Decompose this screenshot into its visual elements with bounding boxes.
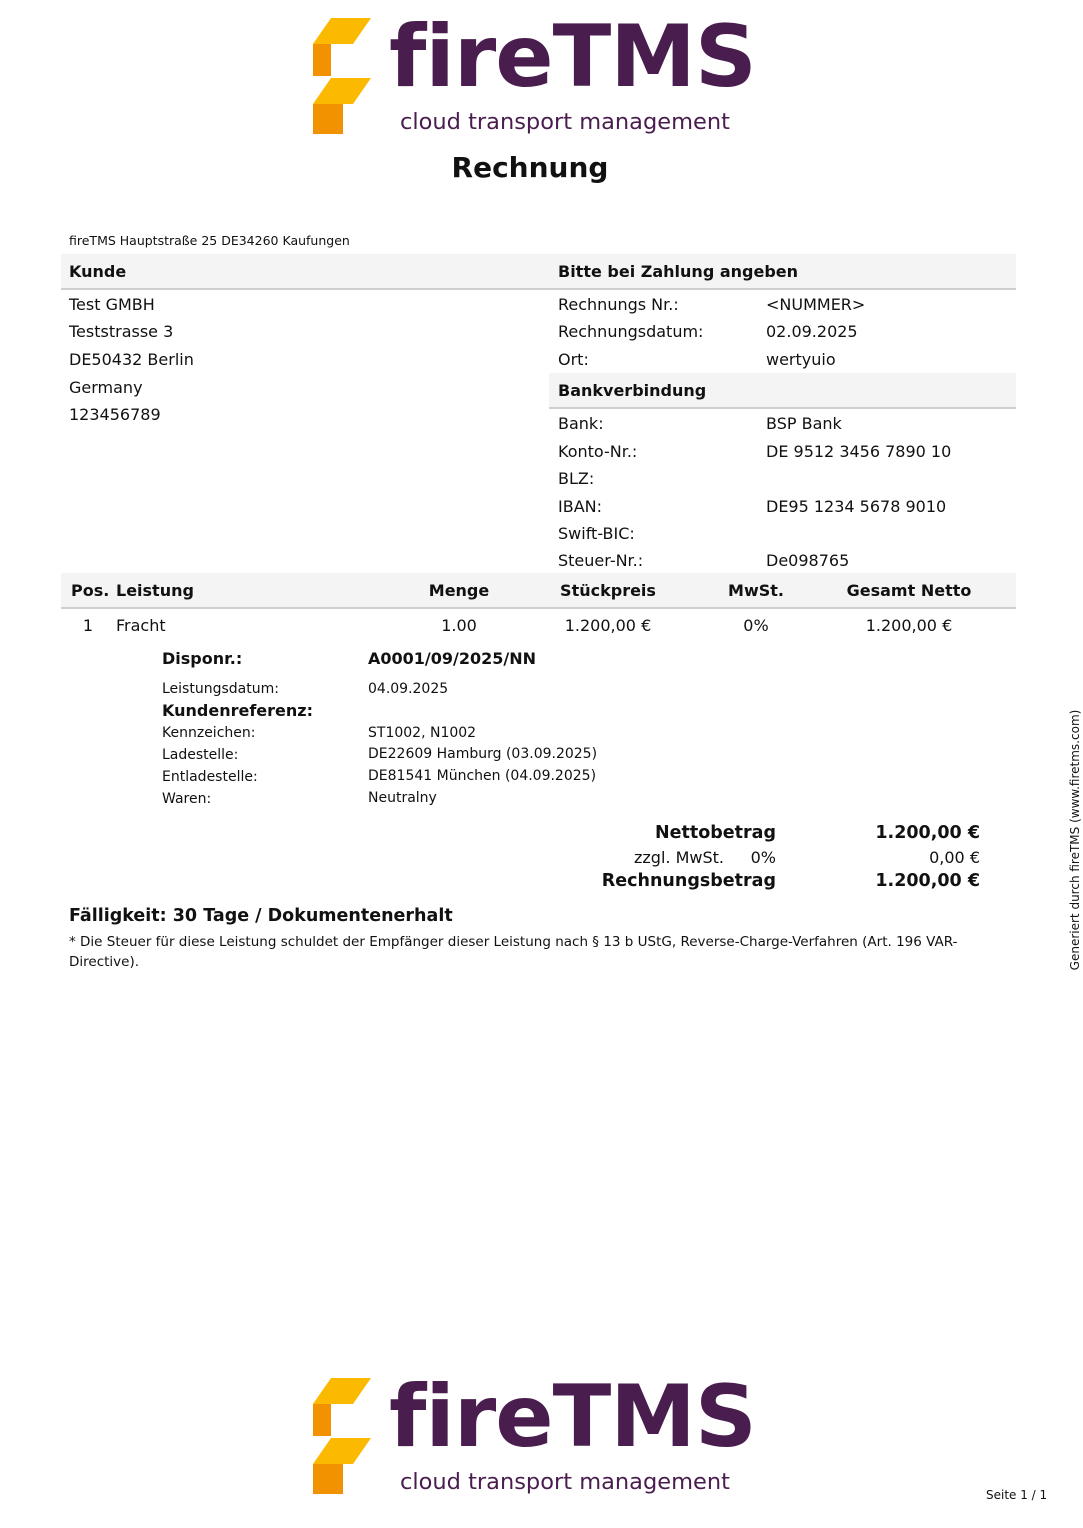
net-amount-value: 1.200,00 € bbox=[875, 823, 980, 843]
invoice-date-value: 02.09.2025 bbox=[766, 322, 858, 341]
account-label: Konto-Nr.: bbox=[558, 442, 638, 461]
row-pos: 1 bbox=[82, 616, 94, 635]
disponr-value: A0001/09/2025/NN bbox=[368, 649, 537, 668]
col-vat: MwSt. bbox=[728, 581, 784, 600]
invoice-number-value: <NUMMER> bbox=[766, 295, 866, 314]
firetms-logo-bottom bbox=[313, 1367, 756, 1498]
bank-value: BSP Bank bbox=[766, 414, 842, 433]
disponr-label: Disponr.: bbox=[162, 649, 243, 668]
customer-line: Teststrasse 3 bbox=[69, 322, 174, 341]
due-line: Fälligkeit: 30 Tage / Dokumentenerhalt bbox=[69, 906, 453, 926]
vat-label: zzgl. MwSt. bbox=[634, 848, 724, 867]
row-vat: 0% bbox=[743, 616, 769, 635]
goods-value: Neutralny bbox=[368, 790, 437, 806]
col-qty: Menge bbox=[428, 581, 490, 600]
sender-line: fireTMS Hauptstraße 25 DE34260 Kaufungen bbox=[69, 233, 350, 248]
swift-label: Swift-BIC: bbox=[558, 524, 635, 543]
col-net-total: Gesamt Netto bbox=[846, 581, 972, 600]
logo-tagline: cloud transport management bbox=[400, 1469, 730, 1495]
unloading-value: DE81541 München (04.09.2025) bbox=[368, 768, 597, 784]
col-service: Leistung bbox=[116, 581, 194, 600]
row-net-total: 1.200,00 € bbox=[865, 616, 953, 635]
logo-tagline: cloud transport management bbox=[400, 109, 730, 135]
bank-heading: Bankverbindung bbox=[558, 381, 707, 400]
iban-label: IBAN: bbox=[558, 497, 602, 516]
row-service: Fracht bbox=[116, 616, 166, 635]
row-qty: 1.00 bbox=[441, 616, 477, 635]
payment-heading: Bitte bei Zahlung angeben bbox=[558, 262, 799, 281]
logo-wordmark: fireTMS bbox=[389, 1367, 756, 1467]
invoice-total-value: 1.200,00 € bbox=[875, 871, 980, 891]
customer-line: Test GMBH bbox=[69, 295, 155, 314]
customer-heading: Kunde bbox=[69, 262, 127, 281]
customer-ref-label: Kundenreferenz: bbox=[162, 701, 313, 720]
customer-line: DE50432 Berlin bbox=[69, 350, 194, 369]
loading-label: Ladestelle: bbox=[162, 747, 239, 763]
generated-by-note: Generiert durch fireTMS (www.firetms.com) bbox=[1068, 709, 1082, 971]
header-band-customer bbox=[61, 254, 1016, 290]
service-date-value: 04.09.2025 bbox=[368, 681, 449, 697]
customer-line: Germany bbox=[69, 378, 143, 397]
firetms-logo-mark-icon bbox=[313, 18, 373, 134]
unloading-label: Entladestelle: bbox=[162, 769, 258, 785]
vat-rate: 0% bbox=[750, 848, 776, 867]
document-title: Rechnung bbox=[451, 151, 609, 184]
bank-label: Bank: bbox=[558, 414, 604, 433]
vat-amount: 0,00 € bbox=[929, 848, 980, 867]
invoice-total-label: Rechnungsbetrag bbox=[601, 871, 776, 891]
blz-label: BLZ: bbox=[558, 469, 595, 488]
header-band-bank bbox=[549, 373, 1016, 409]
place-value: wertyuio bbox=[766, 350, 836, 369]
net-amount-label: Nettobetrag bbox=[655, 823, 776, 843]
col-unit-price: Stückpreis bbox=[560, 581, 656, 600]
goods-label: Waren: bbox=[162, 791, 212, 807]
firetms-logo-top bbox=[313, 7, 756, 138]
place-label: Ort: bbox=[558, 350, 589, 369]
service-date-label: Leistungsdatum: bbox=[162, 681, 279, 697]
tax-notice: * Die Steuer für diese Leistung schuldet der Empfänger dieser Leistung nach § 13 b UStG, Reverse-Charge-Verfahren (Art. 196 VAR-Directive). bbox=[69, 934, 958, 970]
invoice-date-label: Rechnungsdatum: bbox=[558, 322, 704, 341]
tax-number-value: De098765 bbox=[766, 551, 850, 570]
account-value: DE 9512 3456 7890 10 bbox=[766, 442, 952, 461]
loading-value: DE22609 Hamburg (03.09.2025) bbox=[368, 746, 598, 762]
customer-line: 123456789 bbox=[69, 405, 161, 424]
tax-number-label: Steuer-Nr.: bbox=[558, 551, 644, 570]
row-unit-price: 1.200,00 € bbox=[564, 616, 652, 635]
iban-value: DE95 1234 5678 9010 bbox=[766, 497, 947, 516]
col-pos: Pos. bbox=[71, 581, 110, 600]
plate-label: Kennzeichen: bbox=[162, 725, 256, 741]
firetms-logo-mark-icon bbox=[313, 1378, 373, 1494]
invoice-number-label: Rechnungs Nr.: bbox=[558, 295, 679, 314]
page-number: Seite 1 / 1 bbox=[986, 1488, 1048, 1502]
items-table-header bbox=[61, 573, 1016, 609]
logo-wordmark: fireTMS bbox=[389, 7, 756, 107]
plate-value: ST1002, N1002 bbox=[368, 725, 477, 741]
